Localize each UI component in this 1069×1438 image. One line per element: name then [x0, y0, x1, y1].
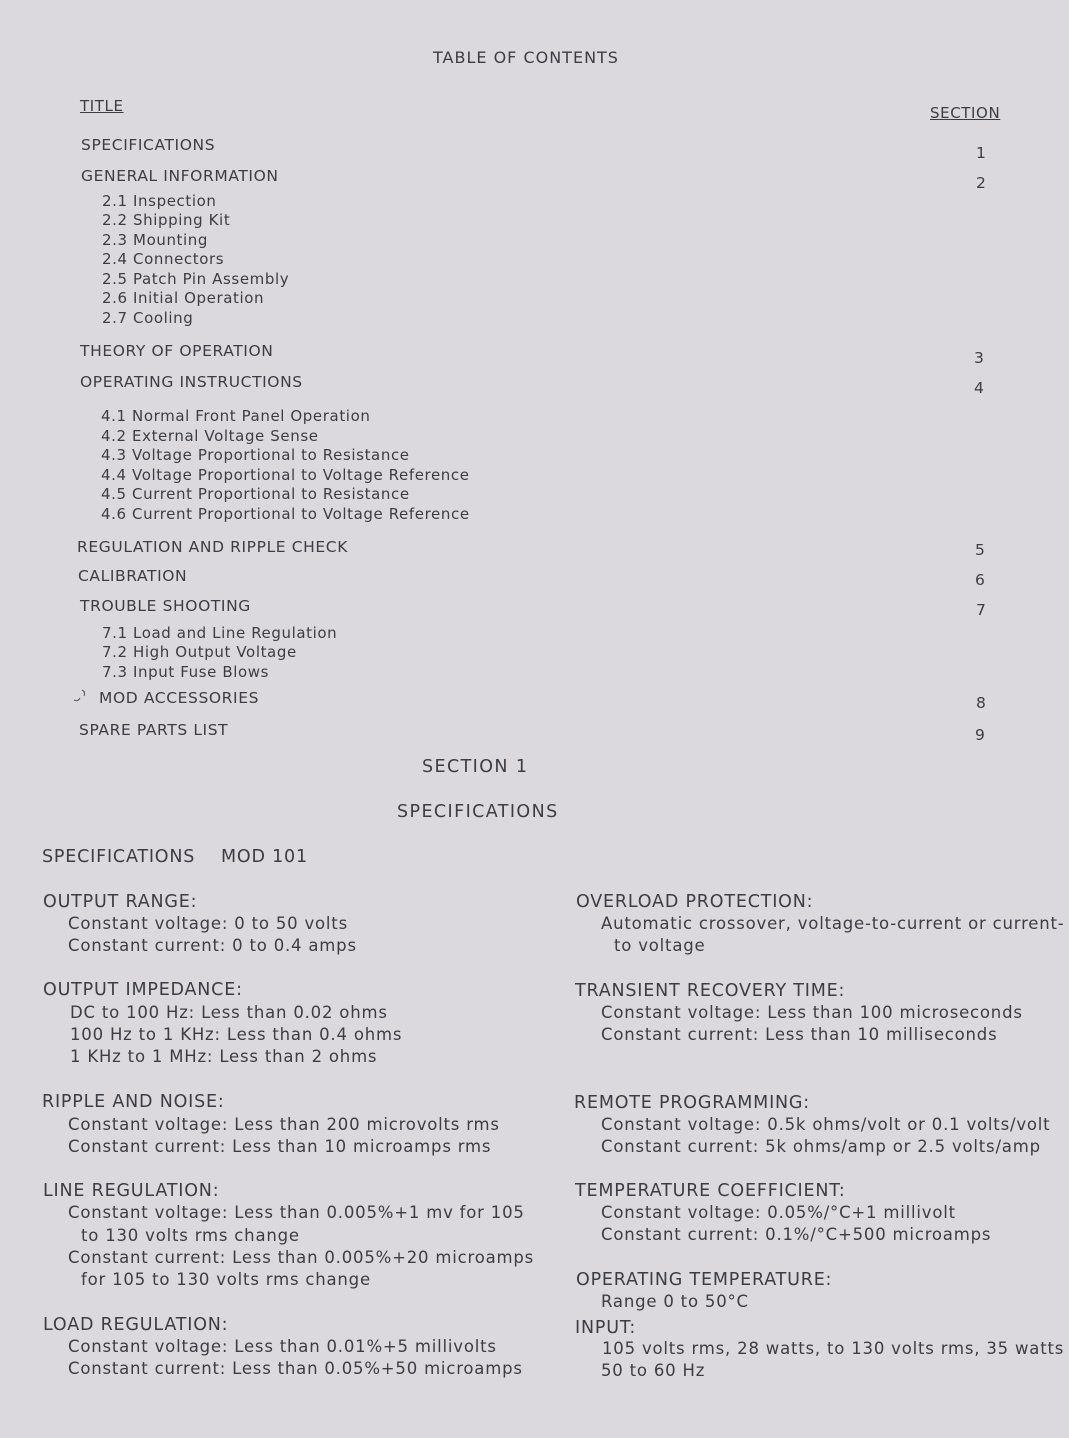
- spec-heading-ripple-and-noise: RIPPLE AND NOISE:: [42, 1092, 225, 1112]
- toc-sub-entry: 4.4 Voltage Proportional to Voltage Reference: [101, 466, 470, 484]
- toc-sub-entry: 2.5 Patch Pin Assembly: [102, 270, 290, 288]
- toc-sub-entry: 4.5 Current Proportional to Resistance: [101, 485, 410, 503]
- spec-line: Constant current: 5k ohms/amp or 2.5 volts/amp: [601, 1137, 1041, 1156]
- spec-line: Constant voltage: Less than 0.005%+1 mv for 105: [68, 1203, 525, 1222]
- section-title: SPECIFICATIONS: [397, 802, 559, 822]
- toc-heading: TABLE OF CONTENTS: [433, 48, 619, 67]
- toc-entry-theory-of-operation: THEORY OF OPERATION: [80, 342, 274, 360]
- toc-sub-entry: 2.2 Shipping Kit: [102, 211, 231, 229]
- toc-entry-specifications: SPECIFICATIONS: [81, 136, 216, 154]
- spec-line: Constant voltage: 0.5k ohms/volt or 0.1 volts/volt: [601, 1115, 1051, 1134]
- spec-line: 105 volts rms, 28 watts, to 130 volts rms, 35 watts: [602, 1339, 1065, 1358]
- spec-line: to 130 volts rms change: [81, 1226, 300, 1245]
- toc-sub-entry: 7.1 Load and Line Regulation: [102, 624, 338, 642]
- toc-section-number: 5: [975, 541, 986, 559]
- section-label: SECTION 1: [422, 757, 529, 777]
- spec-line: Constant current: 0.1%/°C+500 microamps: [601, 1225, 992, 1244]
- spec-line: Constant current: Less than 0.05%+50 microamps: [68, 1359, 523, 1378]
- spec-line: Constant current: Less than 10 milliseconds: [601, 1025, 998, 1044]
- toc-sub-entry: 7.2 High Output Voltage: [102, 643, 297, 661]
- spec-heading-line-regulation: LINE REGULATION:: [43, 1181, 220, 1201]
- toc-title-column-header: TITLE: [80, 97, 124, 115]
- toc-section-number: 1: [976, 144, 987, 162]
- spec-line: Constant current: Less than 10 microamps rms: [68, 1137, 492, 1156]
- spec-line: 100 Hz to 1 KHz: Less than 0.4 ohms: [70, 1025, 403, 1044]
- spec-heading-overload-protection: OVERLOAD PROTECTION:: [576, 892, 814, 912]
- toc-sub-entry: 7.3 Input Fuse Blows: [102, 663, 270, 681]
- toc-section-number: 7: [976, 601, 987, 619]
- spec-line: 1 KHz to 1 MHz: Less than 2 ohms: [70, 1047, 378, 1066]
- spec-line: 50 to 60 Hz: [601, 1361, 706, 1380]
- toc-sub-entry: 2.3 Mounting: [102, 231, 209, 249]
- spec-line: Range 0 to 50°C: [601, 1292, 749, 1311]
- spec-heading-output-impedance: OUTPUT IMPEDANCE:: [43, 980, 243, 1000]
- spec-line: Constant voltage: 0 to 50 volts: [68, 914, 348, 933]
- spec-line: to voltage: [614, 936, 706, 955]
- spec-heading-operating-temperature: OPERATING TEMPERATURE:: [576, 1270, 833, 1290]
- toc-entry-regulation-and-ripple-check: REGULATION AND RIPPLE CHECK: [77, 538, 348, 556]
- toc-entry-trouble-shooting: TROUBLE SHOOTING: [80, 597, 251, 615]
- toc-entry-mod-accessories: MOD ACCESSORIES: [99, 689, 260, 707]
- spec-line: DC to 100 Hz: Less than 0.02 ohms: [70, 1003, 388, 1022]
- toc-entry-general-information: GENERAL INFORMATION: [81, 167, 279, 185]
- spec-line: Constant voltage: Less than 0.01%+5 millivolts: [68, 1337, 497, 1356]
- spec-heading-remote-programming: REMOTE PROGRAMMING:: [574, 1093, 810, 1113]
- toc-sub-entry: 4.6 Current Proportional to Voltage Reference: [101, 505, 470, 523]
- toc-entry-operating-instructions: OPERATING INSTRUCTIONS: [80, 373, 303, 391]
- spec-heading-load-regulation: LOAD REGULATION:: [43, 1315, 229, 1335]
- toc-sub-entry: 4.1 Normal Front Panel Operation: [101, 407, 371, 425]
- toc-sub-entry: 4.3 Voltage Proportional to Resistance: [101, 446, 410, 464]
- model-name: MOD 101: [221, 847, 308, 867]
- spec-line: for 105 to 130 volts rms change: [81, 1270, 371, 1289]
- spec-line: Automatic crossover, voltage-to-current or current-: [601, 914, 1065, 933]
- spec-header: SPECIFICATIONS: [42, 847, 196, 867]
- spec-line: Constant voltage: 0.05%/°C+1 millivolt: [601, 1203, 956, 1222]
- spec-line: Constant voltage: Less than 100 microseconds: [601, 1003, 1023, 1022]
- toc-sub-entry: 2.7 Cooling: [102, 309, 194, 327]
- spec-line: Constant voltage: Less than 200 microvolts rms: [68, 1115, 500, 1134]
- spec-heading-output-range: OUTPUT RANGE:: [43, 892, 198, 912]
- spec-line: Constant current: Less than 0.005%+20 microamps: [68, 1248, 535, 1267]
- toc-sub-entry: 2.4 Connectors: [102, 250, 225, 268]
- toc-sub-entry: 2.1 Inspection: [102, 192, 217, 210]
- toc-section-number: 3: [974, 349, 985, 367]
- toc-sub-entry: 4.2 External Voltage Sense: [101, 427, 319, 445]
- spec-line: Constant current: 0 to 0.4 amps: [68, 936, 357, 955]
- toc-section-number: 4: [974, 379, 985, 397]
- toc-section-number: 6: [975, 571, 986, 589]
- scribble-mark-icon: [72, 688, 92, 708]
- toc-section-number: 9: [975, 726, 986, 744]
- toc-section-number: 8: [976, 694, 987, 712]
- spec-heading-temperature-coefficient: TEMPERATURE COEFFICIENT:: [575, 1181, 846, 1201]
- spec-heading-input: INPUT:: [575, 1318, 637, 1338]
- spec-heading-transient-recovery-time: TRANSIENT RECOVERY TIME:: [575, 981, 846, 1001]
- toc-entry-spare-parts-list: SPARE PARTS LIST: [79, 721, 229, 739]
- toc-sub-entry: 2.6 Initial Operation: [102, 289, 265, 307]
- toc-section-column-header: SECTION: [930, 104, 1001, 122]
- toc-entry-calibration: CALIBRATION: [78, 567, 188, 585]
- toc-section-number: 2: [976, 174, 987, 192]
